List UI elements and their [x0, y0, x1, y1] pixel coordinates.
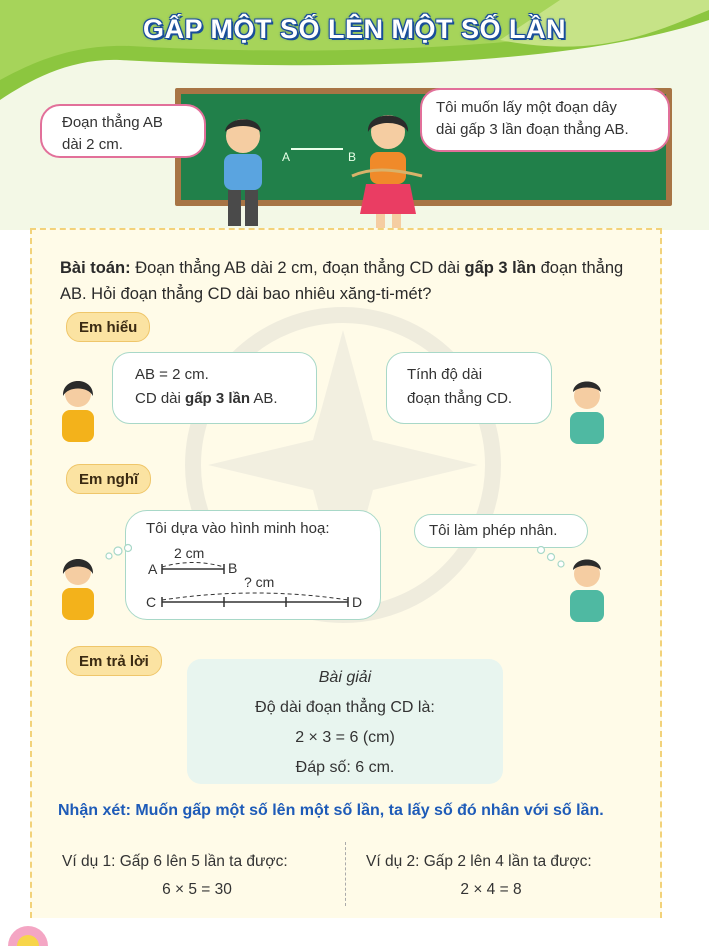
tag-understand: Em hiểu — [66, 312, 150, 342]
think-text: Tôi dựa vào hình minh hoạ: — [146, 520, 330, 537]
solution-line: 2 × 3 = 6 (cm) — [295, 729, 395, 746]
girl-avatar — [54, 372, 102, 442]
segment-ab — [291, 148, 343, 150]
example-2 — [366, 848, 646, 904]
understand-line: Tính độ dài — [407, 366, 483, 383]
label-point-d: D — [352, 594, 363, 610]
problem-statement — [60, 255, 650, 307]
girl-speech-line: dài gấp 3 lần đoạn thẳng AB. — [436, 121, 629, 138]
problem-text-2: đoạn thẳng AB. Hỏi đoạn thẳng CD dài bao nhiêu xăng-ti-mét? — [60, 259, 624, 303]
label-point-b: B — [228, 560, 238, 576]
girl-avatar — [54, 550, 102, 622]
flower-icon — [0, 920, 60, 946]
label-point-c: C — [146, 594, 157, 610]
example-result: 2 × 4 = 8 — [460, 881, 522, 898]
think-right-box — [414, 514, 588, 548]
understand-text: AB. — [250, 390, 278, 407]
problem-text-1: Đoạn thẳng AB dài 2 cm, đoạn thẳng CD dài — [135, 259, 465, 277]
boy-avatar — [562, 374, 612, 446]
understand-line: AB = 2 cm. — [135, 366, 209, 383]
girl-illustration — [350, 106, 426, 230]
solution-line: Đáp số: 6 cm. — [295, 759, 395, 776]
example-text: Ví dụ 1: Gấp 6 lên 5 lần ta được: — [62, 853, 288, 870]
tag-think: Em nghĩ — [66, 464, 151, 494]
board-point-b: B — [348, 150, 357, 164]
boy-speech-line: dài 2 cm. — [62, 136, 123, 153]
problem-emphasis: gấp 3 lần — [464, 259, 537, 277]
example-result: 6 × 5 = 30 — [162, 881, 232, 898]
understand-left-box — [112, 352, 317, 424]
label-point-a: A — [148, 561, 158, 577]
page-title: GẤP MỘT SỐ LÊN MỘT SỐ LẦN — [142, 14, 566, 44]
boy-avatar — [562, 552, 612, 624]
tag-answer: Em trả lời — [66, 646, 162, 676]
panel-border — [30, 228, 662, 236]
example-divider — [345, 842, 346, 906]
boy-speech-bubble — [40, 104, 206, 158]
thought-dots — [104, 542, 132, 562]
boy-speech-line: Đoạn thẳng AB — [62, 114, 163, 131]
solution-line: Độ dài đoạn thẳng CD là: — [255, 699, 435, 716]
example-text: Ví dụ 2: Gấp 2 lên 4 lần ta được: — [366, 853, 592, 870]
think-text: Tôi làm phép nhân. — [429, 522, 558, 539]
problem-label: Bài toán: — [60, 259, 131, 277]
example-1 — [62, 848, 342, 904]
girl-speech-bubble — [420, 88, 670, 152]
boy-illustration — [210, 112, 276, 230]
board-point-a: A — [282, 150, 291, 164]
segment-diagram — [132, 540, 377, 618]
understand-text: CD dài — [135, 390, 186, 407]
label-cd-length: ? cm — [244, 574, 275, 590]
understand-line — [135, 387, 304, 411]
solution-box — [187, 659, 503, 784]
understand-right-box — [386, 352, 552, 424]
solution-heading: Bài giải — [318, 669, 372, 686]
understand-line: đoạn thẳng CD. — [407, 390, 513, 407]
girl-speech-line: Tôi muốn lấy một đoạn dây — [436, 99, 617, 116]
label-ab-length: 2 cm — [174, 545, 205, 561]
remark-text: Nhận xét: Muốn gấp một số lên một số lần, ta lấy số đó nhân với số lần. — [58, 802, 604, 819]
understand-emphasis: gấp 3 lần — [185, 390, 251, 407]
